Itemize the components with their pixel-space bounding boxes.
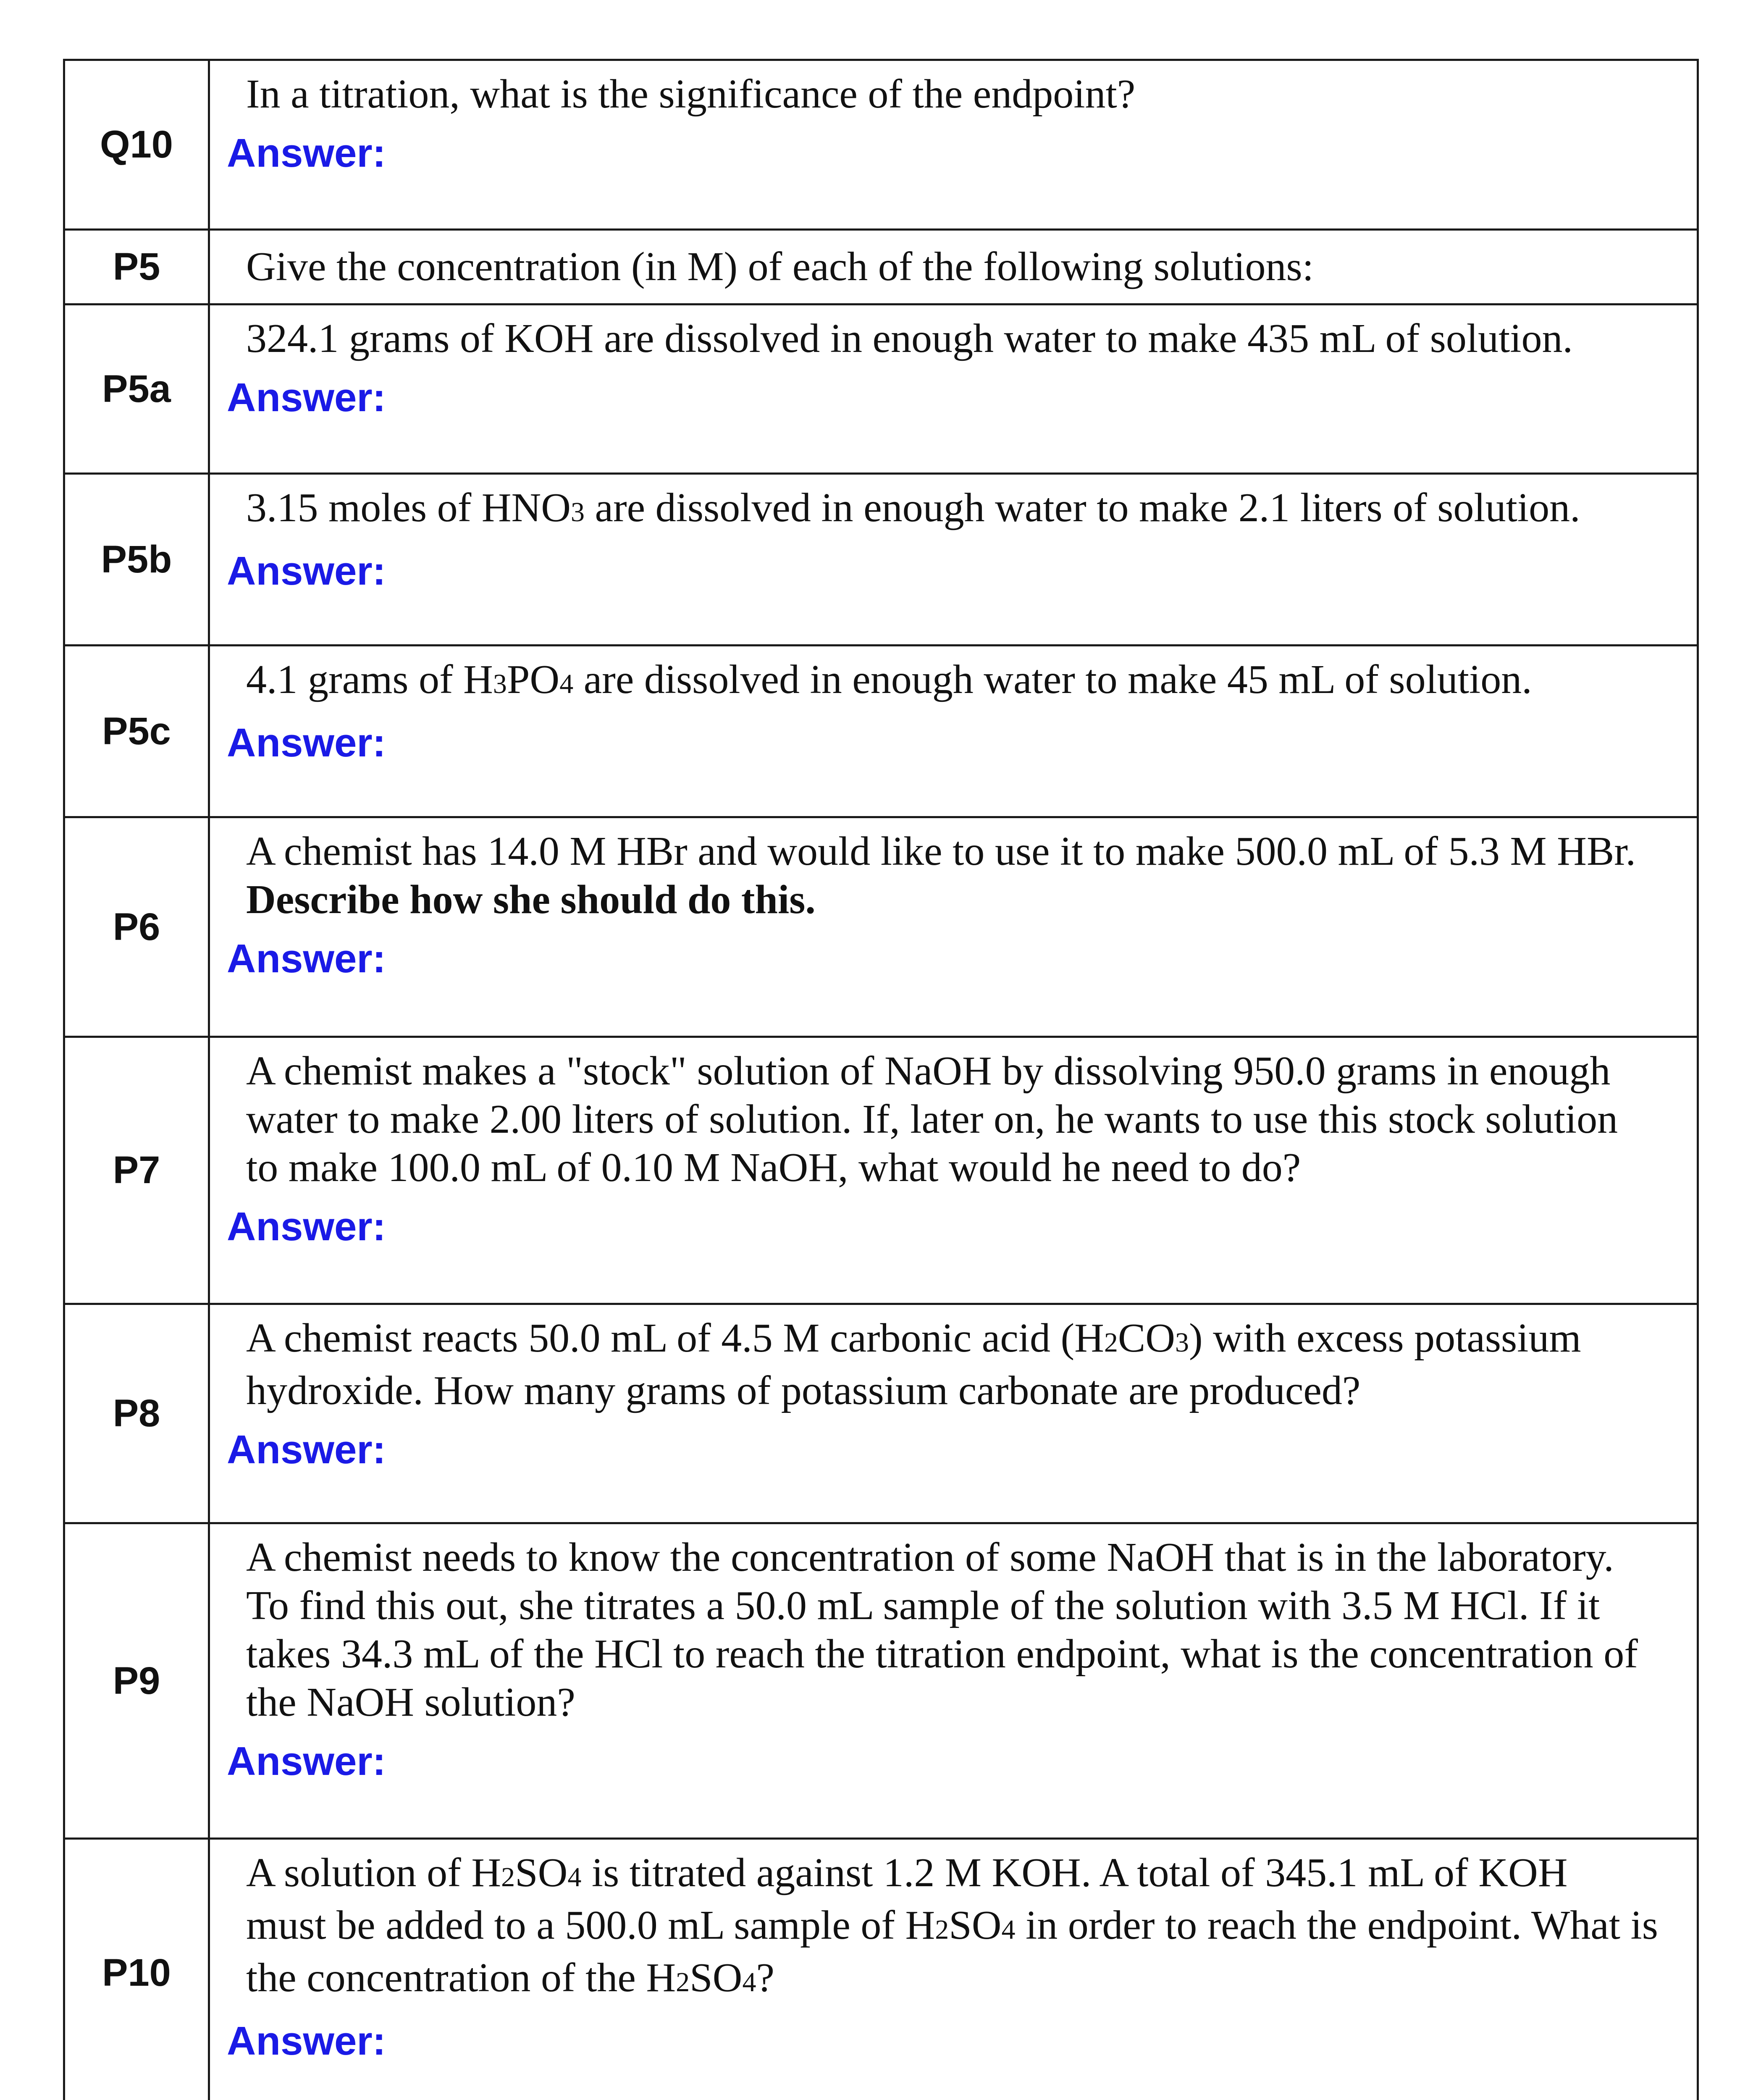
question-cell [209,304,1698,474]
question-cell [209,817,1698,1037]
question-label: P5b [64,474,209,646]
text-line: To find this out, she titrates a 50.0 mL sample of the solution with 3.5 M HCl. If it [246,1583,1600,1628]
subscript: 3 [1175,1327,1189,1358]
subscript: 2 [501,1862,515,1893]
question-label: P8 [64,1304,209,1523]
text-segment: 4.1 grams of H [246,657,493,702]
text-line [246,1901,1680,1954]
text-line [246,1849,1680,1901]
answer-label[interactable]: Answer: [227,549,386,593]
question-label: P5c [64,646,209,817]
text-line [246,1954,1680,2006]
text-segment: SO [949,1903,1002,1948]
question-text [227,1047,1680,1192]
question-label: P9 [64,1523,209,1839]
text-segment: PO [507,657,560,702]
text-segment: are dissolved in enough water to make 45 mL of solution. [573,657,1532,702]
question-cell [209,646,1698,817]
subscript: 4 [742,1967,756,1998]
question-text: 324.1 grams of KOH are dissolved in enough water to make 435 mL of solution. [246,316,1573,361]
text-line: takes 34.3 mL of the HCl to reach the titration endpoint, what is the concentration of [246,1631,1638,1677]
text-segment: SO [690,1955,743,2000]
text-segment: A solution of H [246,1850,501,1895]
text-segment: SO [515,1850,568,1895]
question-row-p10 [64,1839,1698,2100]
text-segment: in order to reach the endpoint. What is [1015,1903,1658,1948]
question-label: P7 [64,1037,209,1304]
text-segment: ? [756,1955,774,2000]
question-row-p8 [64,1304,1698,1523]
question-label: P5 [64,230,209,304]
question-cell [209,1523,1698,1839]
text-segment: CO [1118,1315,1176,1361]
question-text [227,1314,1680,1415]
subscript: 2 [935,1914,949,1945]
question-row-p7 [64,1037,1698,1304]
text-line: A chemist makes a "stock" solution of NaOH by dissolving 950.0 grams in enough [246,1048,1611,1094]
text-segment: A chemist reacts 50.0 mL of 4.5 M carbonic acid (H [246,1315,1104,1361]
question-text [227,1849,1680,2006]
text-segment: must be added to a 500.0 mL sample of H [246,1903,935,1948]
answer-label[interactable]: Answer: [227,375,386,420]
subscript: 2 [1104,1327,1118,1358]
subscript: 4 [567,1862,582,1893]
text-segment: is titrated against 1.2 M KOH. A total of 345.1 mL of KOH [581,1850,1568,1895]
text-line: the NaOH solution? [246,1680,575,1725]
subscript: 3 [571,497,585,528]
question-row-p5a [64,304,1698,474]
text-line: water to make 2.00 liters of solution. If, later on, he wants to use this stock solution [246,1097,1618,1142]
question-cell [209,1037,1698,1304]
question-label: P5a [64,304,209,474]
text-segment: ) with excess potassium [1189,1315,1581,1361]
instruction-line: Describe how she should do this. [246,877,816,922]
question-label: P10 [64,1839,209,2100]
subscript: 4 [1001,1914,1016,1945]
answer-label[interactable]: Answer: [227,1427,386,1472]
question-text [227,656,1680,708]
subscript: 2 [676,1967,690,1998]
question-label: Q10 [64,60,209,230]
question-text: In a titration, what is the significance of the endpoint? [246,71,1136,117]
text-line [246,1314,1680,1367]
answer-label[interactable]: Answer: [227,1739,386,1784]
text-line: A chemist needs to know the concentration of some NaOH that is in the laboratory. [246,1535,1614,1580]
question-text [227,1533,1680,1727]
question-label: P6 [64,817,209,1037]
question-row-p5c [64,646,1698,817]
subscript: 3 [493,669,507,699]
question-cell [209,60,1698,230]
answer-label[interactable]: Answer: [227,936,386,981]
text-segment: are dissolved in enough water to make 2.1 liters of solution. [585,485,1580,530]
answer-label[interactable]: Answer: [227,2019,386,2063]
text-line: A chemist has 14.0 M HBr and would like to use it to make 500.0 mL of 5.3 M HBr. [246,829,1636,874]
question-text [227,484,1680,536]
text-line: to make 100.0 mL of 0.10 M NaOH, what would he need to do? [246,1145,1301,1190]
question-row-q10 [64,60,1698,230]
question-text [227,827,1680,924]
question-row-p5 [64,230,1698,304]
worksheet-table [63,59,1699,2100]
question-cell [209,474,1698,646]
question-cell [209,1304,1698,1523]
question-row-p9 [64,1523,1698,1839]
text-segment: the concentration of the H [246,1955,676,2000]
answer-label[interactable]: Answer: [227,1204,386,1249]
text-segment: 3.15 moles of HNO [246,485,571,530]
question-row-p6 [64,817,1698,1037]
question-text: Give the concentration (in M) of each of the following solutions: [246,244,1314,289]
text-line: hydroxide. How many grams of potassium carbonate are produced? [246,1368,1361,1413]
subscript: 4 [559,669,574,699]
question-cell [209,1839,1698,2100]
answer-label[interactable]: Answer: [227,720,386,765]
answer-label[interactable]: Answer: [227,131,386,176]
question-row-p5b [64,474,1698,646]
question-cell [209,230,1698,304]
